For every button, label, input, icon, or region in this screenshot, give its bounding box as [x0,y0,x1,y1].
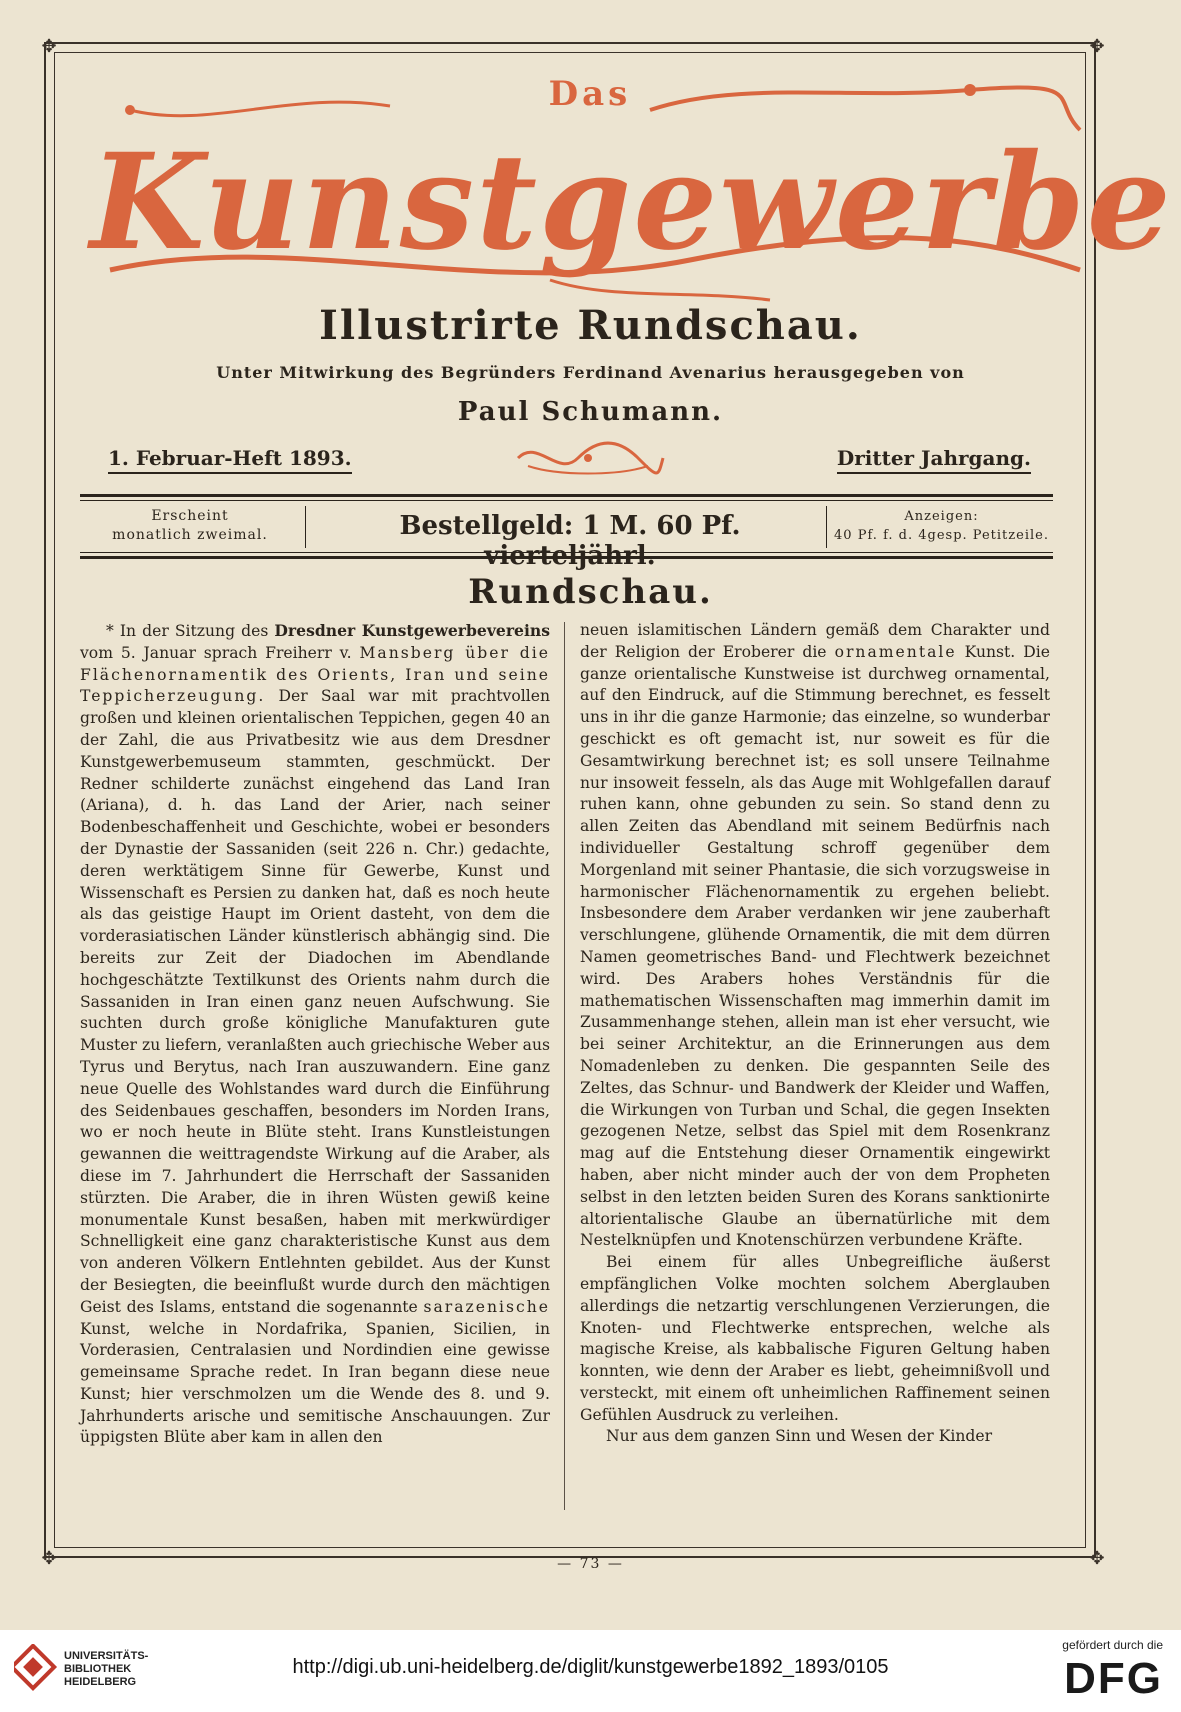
divider [826,506,827,548]
issue-date: 1. Februar-Heft 1893. [108,446,352,474]
divider [305,506,306,548]
corner-ornament-icon: ✥ [41,1548,57,1569]
journal-subtitle: Illustrirte Rundschau. [319,302,862,349]
masthead-logo [90,70,1173,310]
page-number: — 73 — [557,1556,624,1572]
text-run: Kunst. Die ganze orientalische Kunstweise ist durchweg ornamental, auf den Eindruck, auf die Stimmung berechnet, es fesselt uns in ihr die ganze Harmonie; das einzelne, so wunderbar geschickt es oft gemacht ist, nur soweit es für die Gesamtwirkung berechnet ist; es soll unsere Teilnahme nur insoweit fesseln, als das Auge mit Wohlgefallen darauf ruhen kann, ohne gebunden zu sein. So stand denn zu allen Zeiten das Abendland mit seinem Bedürfnis nach individueller Gestaltung schroff gegenüber dem Morgenland mit seiner Phantasie, die sich vorzugsweise in harmonischer Flächenornamentik zu ergehen beliebt. Insbesondere dem Araber verdanken wir jene zauberhaft verschlungene, glühende Ornamentik, die mit dem dürren Namen geometrisches Band- und Flechtwerk bezeichnet wird. Des Arabers hohes Verständnis für die mathematischen Wissenschaften mag immerhin damit im Zusammenhange stehen, allein man ist eher versucht, wie bei seiner Architektur, an die Erinnerungen aus dem Nomadenleben zu denken. Die gespannten Seile des Zeltes, das Schnur- und Bandwerk der Kleider und Waffen, die Wirkungen von Turban und Schal, die gegen Insekten gezogenen Netze, selbst das Spiel mit dem Rosenkranz mag auf die Entstehung dieser Ornamentik eingewirkt haben, aber nicht minder auch der von dem Propheten selbst in den letzten beiden Suren des Korans sanktionirte altorientalische Glaube an übernatürliche mit dem Nestelknüpfen und Knotenschürzen verbundene Kräfte. [580,642,1050,1250]
dfg-logo: DFG [1064,1654,1163,1703]
library-line: BIBLIOTHEK [64,1663,132,1675]
rule [80,556,1053,559]
corner-ornament-icon: ✥ [41,36,57,57]
corner-ornament-icon: ✥ [1089,36,1105,57]
library-line: UNIVERSITÄTS- [64,1650,149,1662]
viewer-footer [0,1630,1181,1712]
paragraph [580,620,1050,1252]
editor-name: Paul Schumann. [457,397,724,427]
subscription-price: Bestellgeld: 1 M. 60 Pf. vierteljährl. [399,511,741,571]
text-run: Kunst, welche in Nordafrika, Spanien, Sicilien, in Vorderasien, Centralasien und Nordindien eine gewisse gemeinsame Sprache redet. In Iran begann diese neue Kunst; hier verschmolzen um die Wende des 8. und 9. Jahrhunderts arische und semitische Anschauungen. Zur üppigsten Blüte aber kam in allen den [80,1319,550,1447]
section-heading: Rundschau. [468,572,713,612]
corner-ornament-icon: ✥ [1089,1548,1105,1569]
frequency-note [80,507,300,545]
rule [80,500,1053,501]
ads-line1: Anzeigen: [904,509,979,524]
library-line: HEIDELBERG [64,1676,137,1688]
article-column-left [80,620,550,1449]
emphasis: ornamentale [834,642,957,661]
paragraph: Nur aus dem ganzen Sinn und Wesen der Kinder [606,1427,993,1446]
rule [80,494,1053,497]
article-column-right [580,620,1050,1448]
logo-title: Kunstgewerbe [90,125,1173,280]
emphasis: sarazenische [423,1297,550,1316]
text-run: neuen islamitischen Ländern gemäß dem Charakter und der Religion der Eroberer die [580,621,1050,661]
logo-das: Das [548,74,632,114]
text-run: vom 5. Januar sprach Freiherr v. [80,643,360,662]
frequency-line2: monatlich zweimal. [112,527,268,543]
ads-note [830,507,1053,545]
permalink-url[interactable]: http://digi.ub.uni-heidelberg.de/diglit/kunstgewerbe1892_1893/0105 [292,1656,889,1678]
center-ornament-icon [508,438,668,478]
text-run: * In der Sitzung des [106,622,275,640]
editorial-line: Unter Mitwirkung des Begründers Ferdinand Avenarius herausgegeben von [216,363,965,382]
paragraph [80,620,550,1449]
frequency-line1: Erscheint [151,508,229,524]
funding-note: gefördert durch die [1062,1638,1163,1652]
text-run: Der Saal war mit prachtvollen großen und kleinen orientalischen Teppichen, gegen 40 an der Zahl, die aus Privatbesitz wie aus dem Dresdner Kunstgewerbemuseum stammten, geschmückt. Der Redner schilderte zunächst eingehend das Land Iran (Ariana), d. h. das Land der Arier, nach seiner Bodenbeschaffenheit und Geschichte, wobei er besonders der Dynastie der Sassaniden (seit 226 n. Chr.) gedachte, deren werktätigem Sinne für Gewerbe, Kunst und Wissenschaft es Persien zu danken hat, daß es noch heute als das geistige Haupt im Orient dasteht, von dem die vorderasiatischen Länder künstlerisch abhängig sind. Die bereits zur Zeit der Diadochen im Abendlande hochgeschätzte Textilkunst des Orients nahm durch die Sassaniden in Iran einen ganz neuen Aufschwung. Sie suchten durch große königliche Manufakturen gute Muster zu liefern, veranlaßten auch griechische Weber aus Tyrus und Berytus, nach Iran auszuwandern. Eine ganz neue Quelle des Wohlstandes ward durch die Einführung des Seidenbaues geschaffen, besonders im Norden Irans, wo er noch heute in Blüte steht. Irans Kunstleistungen gewannen die weittragendste Wirkung auf die Araber, als diese im 7. Jahrhundert die Herrschaft der Sassaniden stürzten. Die Araber, die in ihren Wüsten gewiß keine monumentale Kunst besaßen, haben mit merkwürdiger Schnelligkeit eine ganz charakteristische Kunst aus dem von anderen Völkern Entlehnten gebildet. Aus der Kunst der Besiegten, die beeinflußt wurde durch den mächtigen Geist des Islams, entstand die sogenannte [80,687,550,1316]
paragraph: Bei einem für alles Unbegreifliche äußerst empfänglichen Volke mochten solchem Aberglauben allerdings die netzartig verschlungenen Verzierungen, die Knoten- und Flechtwerke entsprechen, welche als magische Kreise, als kabbalische Figuren Geltung haben konnten, wie denn der Araber es liebt, geheimnißvoll und versteckt, mit einem oft unheimlichen Raffinement seinen Gefühlen Ausdruck zu verleihen. [580,1253,1050,1424]
society-name: Dresdner Kunstgewerbevereins [274,621,550,640]
ads-line2: 40 Pf. f. d. 4gesp. Petitzeile. [834,528,1049,543]
volume-label: Dritter Jahrgang. [837,446,1031,474]
column-divider [564,622,565,1510]
rule [80,552,1053,553]
lecture-title: Mansberg über die Flächenornamentik des Orients, Iran und seine Teppicherzeugung. [80,643,550,706]
